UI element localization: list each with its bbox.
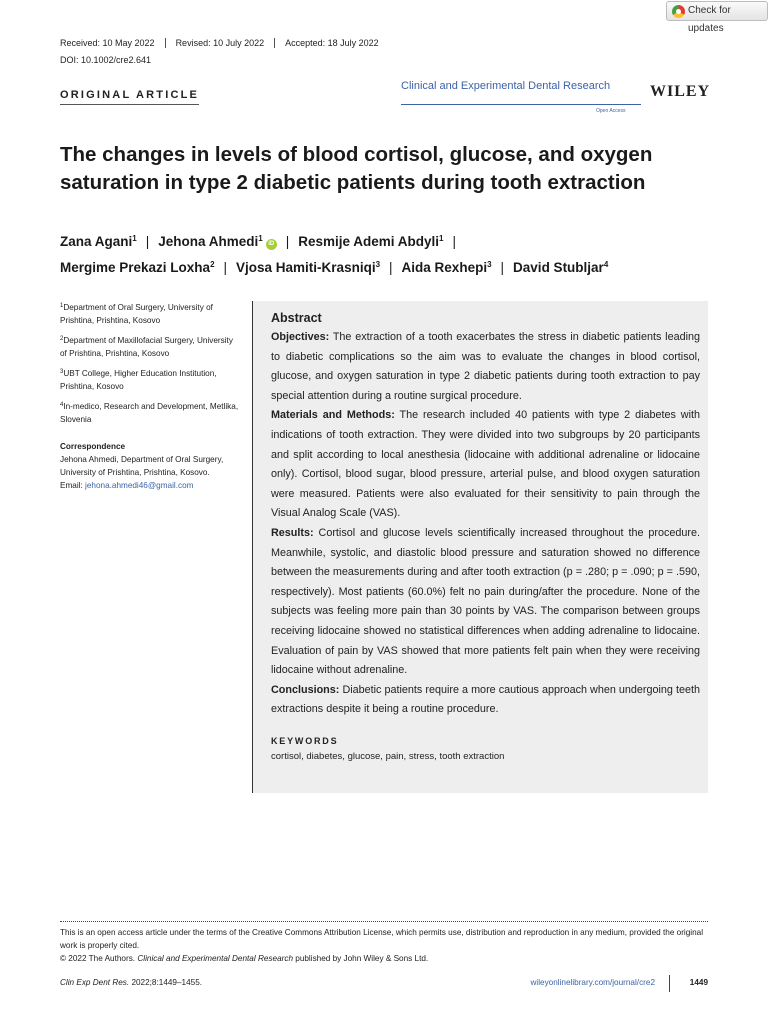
author[interactable]: David Stubljar$^4$ <box>513 260 609 275</box>
abstract-heading: Abstract <box>271 311 322 325</box>
abstract-conclusions: Conclusions: Diabetic patients require a more cautious approach when undergoing teeth extractions despite it being a routine procedure. <box>271 683 700 716</box>
received-date: Received: 10 May 2022 <box>60 38 155 48</box>
publisher-logo: WILEY <box>650 83 711 100</box>
footer-divider <box>60 921 708 922</box>
author-separator: | <box>389 260 393 275</box>
author[interactable]: Jehona Ahmedi$^1$iD <box>158 234 276 249</box>
affiliations-column <box>60 300 240 492</box>
journal-rule <box>401 104 641 105</box>
article-dates <box>60 38 389 48</box>
orcid-icon[interactable]: iD <box>266 239 277 250</box>
check-for-updates-label: Check for updates <box>688 5 731 34</box>
abstract-box <box>252 301 708 793</box>
article-title: The changes in levels of blood cortisol, glucose, and oxygen saturation in type 2 diabetic patients during tooth extraction <box>60 143 653 194</box>
keywords-heading: KEYWORDS <box>271 735 339 746</box>
abstract-methods: Materials and Methods: The research included 40 patients with type 2 diabetes with indications of tooth extraction. They were divided into two subgroups by 20 participants and split according to local anesthesia (lidocaine with additional adrenaline or lidocaine only). Cortisol, blood sugar, blood pressure, arterial pulse, and blood oxygen saturation were measured. Patients were also evaluated for their sensitivity to pain through the Visual Analog Scale (VAS). <box>271 409 701 520</box>
affiliation: $^3$UBT College, Higher Education Institution, Prishtina, Kosovo <box>60 369 217 391</box>
author-separator: | <box>285 234 290 249</box>
open-access-label: Open Access <box>596 108 626 114</box>
author-separator: | <box>223 260 228 275</box>
accepted-date: Accepted: 18 July 2022 <box>274 38 389 48</box>
affiliation: $^1$Department of Oral Surgery, University of Prishtina, Prishtina, Kosovo <box>60 303 213 325</box>
page-number: 1449 <box>689 978 708 987</box>
journal-name[interactable]: Clinical and Experimental Dental Research <box>401 80 611 92</box>
author[interactable]: Zana Agani$^1$ <box>60 234 137 249</box>
journal-site-link[interactable]: wileyonlinelibrary.com/journal/cre2 <box>530 978 655 987</box>
abstract-results: Results: Cortisol and glucose levels scientifically increased throughout the procedure. Meanwhile, systolic, and diastolic blood pressure and saturation showed no difference between the measurements during and after tooth extraction (p = .280; p = .090; p = .590, respectively). Most patients (60.0%) felt no pain during/after the procedure. None of the subjects was feeling more pain than 30 points by VAS. The comparison between groups receiving lidocaine showed no statistical differences when adding adrenaline to lidocaine. Evaluation of pain by VAS showed that more patients felt pain when they were receiving lidocaine without adrenaline. <box>271 526 700 677</box>
check-for-updates-button[interactable] <box>666 1 768 34</box>
crossmark-icon <box>672 5 685 18</box>
keywords-list: cortisol, diabetes, glucose, pain, stress, tooth extraction <box>271 750 505 762</box>
correspondence-text: Jehona Ahmedi, Department of Oral Surgery, University of Prishtina, Prishtina, Kosovo. Email: jehona.ahmedi46@gmail.com <box>60 455 224 490</box>
correspondence-email-link[interactable]: jehona.ahmedi46@gmail.com <box>85 481 194 490</box>
correspondence-label: Correspondence <box>60 442 126 451</box>
author[interactable]: Resmije Ademi Abdyli$^1$ <box>298 234 444 249</box>
footer-separator <box>669 975 670 992</box>
author-separator: | <box>452 234 456 249</box>
affiliation: $^4$In-medico, Research and Development, Metlika, Slovenia <box>60 402 239 424</box>
affiliation: $^2$Department of Maxillofacial Surgery, University of Prishtina, Prishtina, Kosovo <box>60 336 233 358</box>
author-list <box>60 227 740 279</box>
revised-date: Revised: 10 July 2022 <box>165 38 275 48</box>
article-type: ORIGINAL ARTICLE <box>60 89 200 101</box>
citation: Clin Exp Dent Res. 2022;8:1449–1455. <box>60 978 203 987</box>
author-separator: | <box>145 234 150 249</box>
author[interactable]: Vjosa Hamiti-Krasniqi$^3$ <box>236 260 381 275</box>
doi[interactable]: DOI: 10.1002/cre2.641 <box>60 55 152 65</box>
license-text: This is an open access article under the terms of the Creative Commons Attribution License, which permits use, distribution and reproduction in any medium, provided the original work is properly cited. © 2022 The Authors. Clinical and Experimental Dental Research published by John Wiley & Sons Ltd. <box>60 928 704 963</box>
author-separator: | <box>500 260 505 275</box>
author[interactable]: Aida Rexhepi$^3$ <box>401 260 492 275</box>
abstract-objectives: Objectives: The extraction of a tooth exacerbates the stress in diabetic patients leading to diabetic complications so the aim was to evaluate the changes in blood cortisol, glucose, and oxygen saturation in type 2 diabetic patients during tooth extraction to pay special attention during a routine surgical procedure. <box>271 331 700 402</box>
author[interactable]: Mergime Prekazi Loxha$^2$ <box>60 260 215 275</box>
